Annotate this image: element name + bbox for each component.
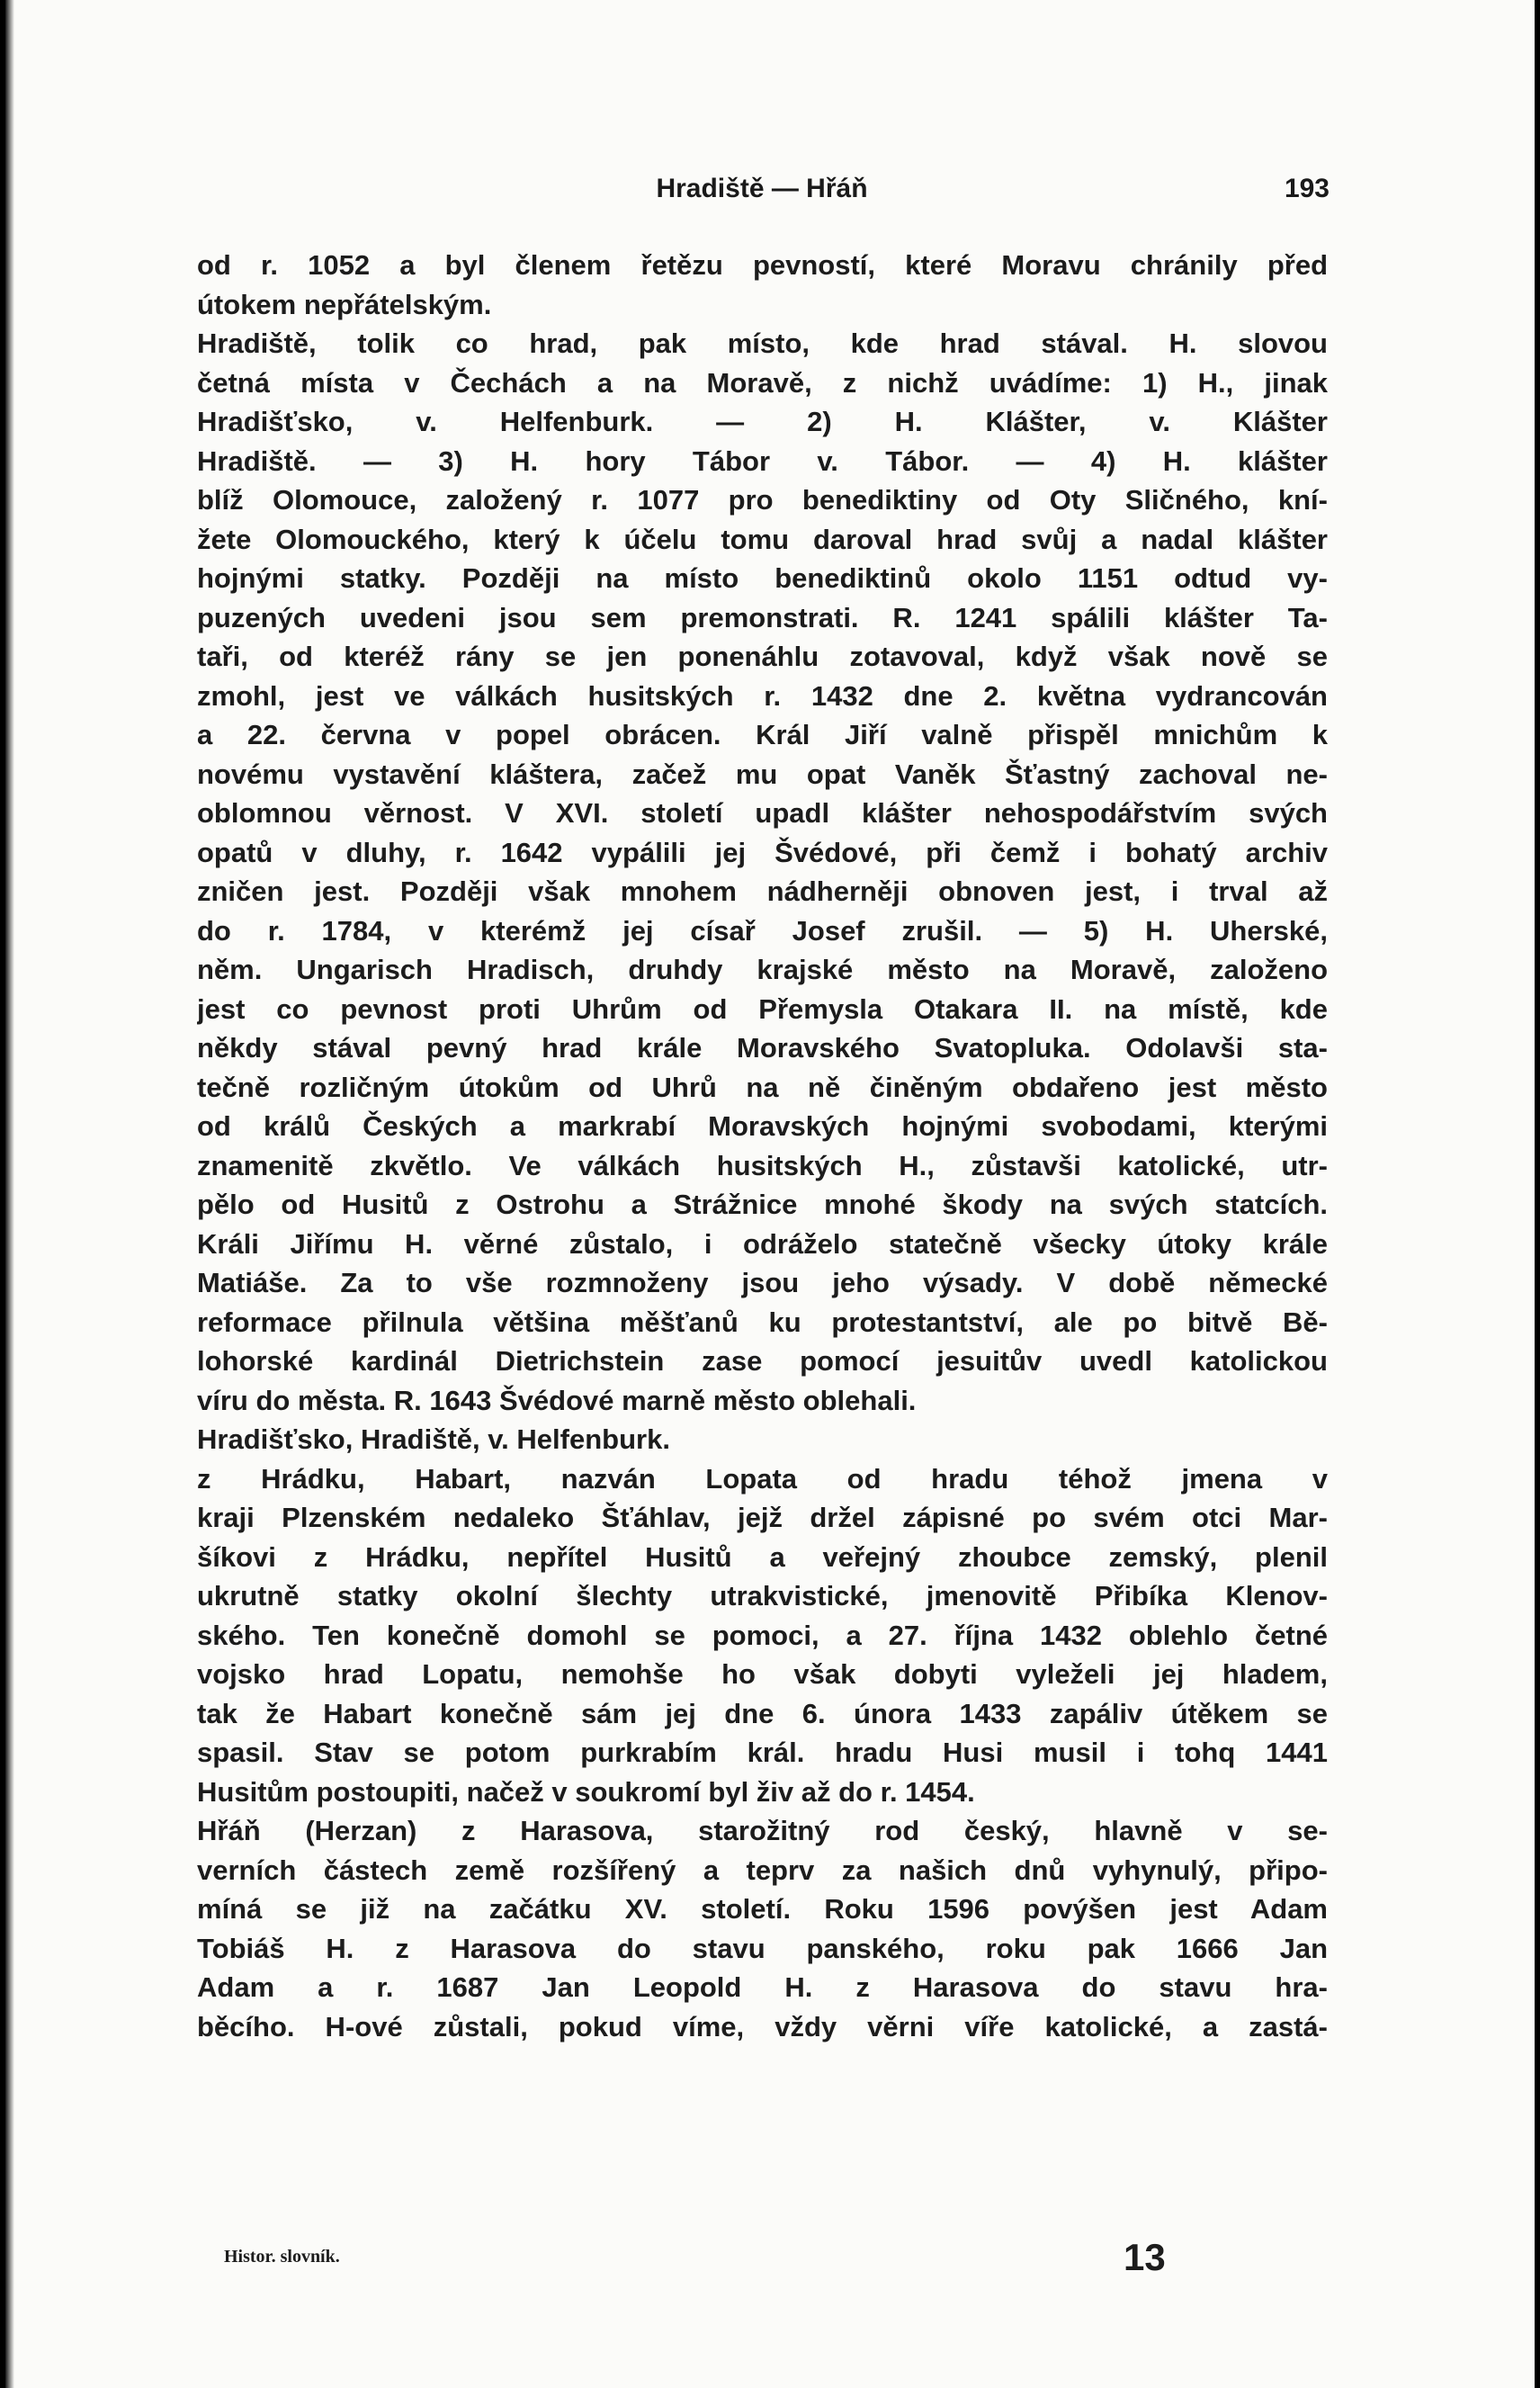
page-header xyxy=(194,174,1330,219)
text-line: novému vystavění kláštera, začež mu opat Vaněk Šťastný zachoval ne- xyxy=(197,758,1328,790)
text-line: Adam a r. 1687 Jan Leopold H. z Harasova do stavu hra- xyxy=(197,1971,1328,2003)
text-line: vojsko hrad Lopatu, nemohše ho však dobyti vyleželi jej hladem, xyxy=(197,1658,1328,1690)
text-line: lohorské kardinál Dietrichstein zase pomocí jesuitův uvedl katolickou xyxy=(197,1345,1328,1377)
page-number: 193 xyxy=(1284,174,1330,203)
text-line: pělo od Husitů z Ostrohu a Strážnice mnohé škody na svých statcích. xyxy=(197,1189,1328,1220)
entry-line-z-hradku: z Hrádku, Habart, nazván Lopata od hradu téhož jmena v xyxy=(197,1462,1328,1495)
text-line: četná místa v Čechách a na Moravě, z nichž uvádíme: 1) H., jinak xyxy=(197,366,1328,399)
text-line: Tobiáš H. z Harasova do stavu panského, roku pak 1666 Jan xyxy=(197,1932,1328,1964)
text-line: míná se již na začátku XV. století. Roku 1596 povýšen jest Adam xyxy=(197,1893,1328,1925)
text-line: tak že Habart konečně sám jej dne 6. února 1433 zapáliv útěkem se xyxy=(197,1697,1328,1729)
book-page xyxy=(5,0,1535,2388)
text-line: tečně rozličným útokům od Uhrů na ně činěným obdařeno jest město xyxy=(197,1071,1328,1103)
text-line: jest co pevnost proti Uhrům od Přemysla Otakara II. na místě, kde xyxy=(197,992,1328,1025)
text-line: znamenitě zkvětlo. Ve válkách husitských H., zůstavši katolické, utr- xyxy=(197,1149,1328,1181)
text-line: kraji Plzenském nedaleko Šťáhlav, jejž držel zápisné po svém otci Mar- xyxy=(197,1502,1328,1533)
entry-line-hradistsko: Hradišťsko, Hradiště, v. Helfenburk. xyxy=(197,1423,670,1455)
signature-mark-left: Histor. slovník. xyxy=(224,2247,340,2267)
text-line: běcího. H-ové zůstali, pokud víme, vždy věrni víře katolické, a zastá- xyxy=(197,2010,1328,2042)
text-line: taři, od kteréž rány se jen ponenáhlu zotavoval, když však nově se xyxy=(197,641,1328,672)
signature-number: 13 xyxy=(1124,2236,1166,2278)
text-line: Hradišťsko, v. Helfenburk. — 2) H. Klášter, v. Klášter xyxy=(197,406,1328,437)
text-line: žete Olomouckého, který k účelu tomu daroval hrad svůj a nadal klášter xyxy=(197,523,1328,555)
text-line: do r. 1784, v kterémž jej císař Josef zrušil. — 5) H. Uherské, xyxy=(197,914,1328,947)
text-line: Matiáše. Za to vše rozmnoženy jsou jeho výsady. V době německé xyxy=(197,1267,1328,1298)
text-line: šíkovi z Hrádku, nepřítel Husitů a veřejný zhoubce zemský, plenil xyxy=(197,1540,1328,1573)
text-line: verních částech země rozšířený a teprv za našich dnů vyhynulý, připo- xyxy=(197,1854,1328,1886)
dictionary-text xyxy=(197,246,1328,2046)
text-line: a 22. června v popel obrácen. Král Jiří valně přispěl mnichům k xyxy=(197,719,1328,750)
text-line: Husitům postoupiti, načež v soukromí byl živ až do r. 1454. xyxy=(197,1775,975,1808)
text-line: zmohl, jest ve válkách husitských r. 1432 dne 2. května vydrancován xyxy=(197,679,1328,712)
text-line: reformace přilnula většina měšťanů ku protestantství, ale po bitvě Bě- xyxy=(197,1306,1328,1338)
text-line: hojnými statky. Později na místo benediktinů okolo 1151 odtud vy- xyxy=(197,562,1328,594)
text-line: ského. Ten konečně domohl se pomoci, a 27. října 1432 oblehlo četné xyxy=(197,1619,1328,1651)
text-line: Hradiště. — 3) H. hory Tábor v. Tábor. — 4) H. klášter xyxy=(197,444,1328,477)
text-line: někdy stával pevný hrad krále Moravského Svatopluka. Odolavši sta- xyxy=(197,1032,1328,1064)
text-line: opatů v dluhy, r. 1642 vypálili jej Švédové, při čemž i bohatý archiv xyxy=(197,836,1328,868)
entry-line-hran: Hřáň (Herzan) z Harasova, starožitný rod český, hlavně v se- xyxy=(197,1815,1328,1846)
text-line: útokem nepřátelským. xyxy=(197,288,492,320)
text-line: blíž Olomouce, založený r. 1077 pro benediktiny od Oty Sličného, kní- xyxy=(197,484,1328,516)
text-line: od králů Českých a markrabí Moravských hojnými svobodami, kterými xyxy=(197,1110,1328,1142)
page-footer xyxy=(197,2236,1328,2290)
running-head: Hradiště — Hřáň xyxy=(656,174,868,203)
text-line: spasil. Stav se potom purkrabím král. hradu Husi musil i tohq 1441 xyxy=(197,1737,1328,1768)
text-line: oblomnou věrnost. V XVI. století upadl klášter nehospodářstvím svých xyxy=(197,797,1328,829)
text-line: od r. 1052 a byl členem řetězu pevností, které Moravu chránily před xyxy=(197,249,1328,281)
text-line: ukrutně statky okolní šlechty utrakvistické, jmenovitě Přibíka Klenov- xyxy=(197,1580,1328,1611)
text-line: puzených uvedeni jsou sem premonstrati. R. 1241 spálili klášter Ta- xyxy=(197,601,1328,633)
text-line: zničen jest. Později však mnohem nádherněji obnoven jest, i trval až xyxy=(197,875,1328,907)
entry-line-hradiste: Hradiště, tolik co hrad, pak místo, kde hrad stával. H. slovou xyxy=(197,328,1328,359)
text-line: něm. Ungarisch Hradisch, druhdy krajské město na Moravě, založeno xyxy=(197,954,1328,985)
text-line: Králi Jiřímu H. věrné zůstalo, i odráželo statečně všecky útoky krále xyxy=(197,1227,1328,1260)
text-line: víru do města. R. 1643 Švédové marně město oblehali. xyxy=(197,1384,917,1416)
